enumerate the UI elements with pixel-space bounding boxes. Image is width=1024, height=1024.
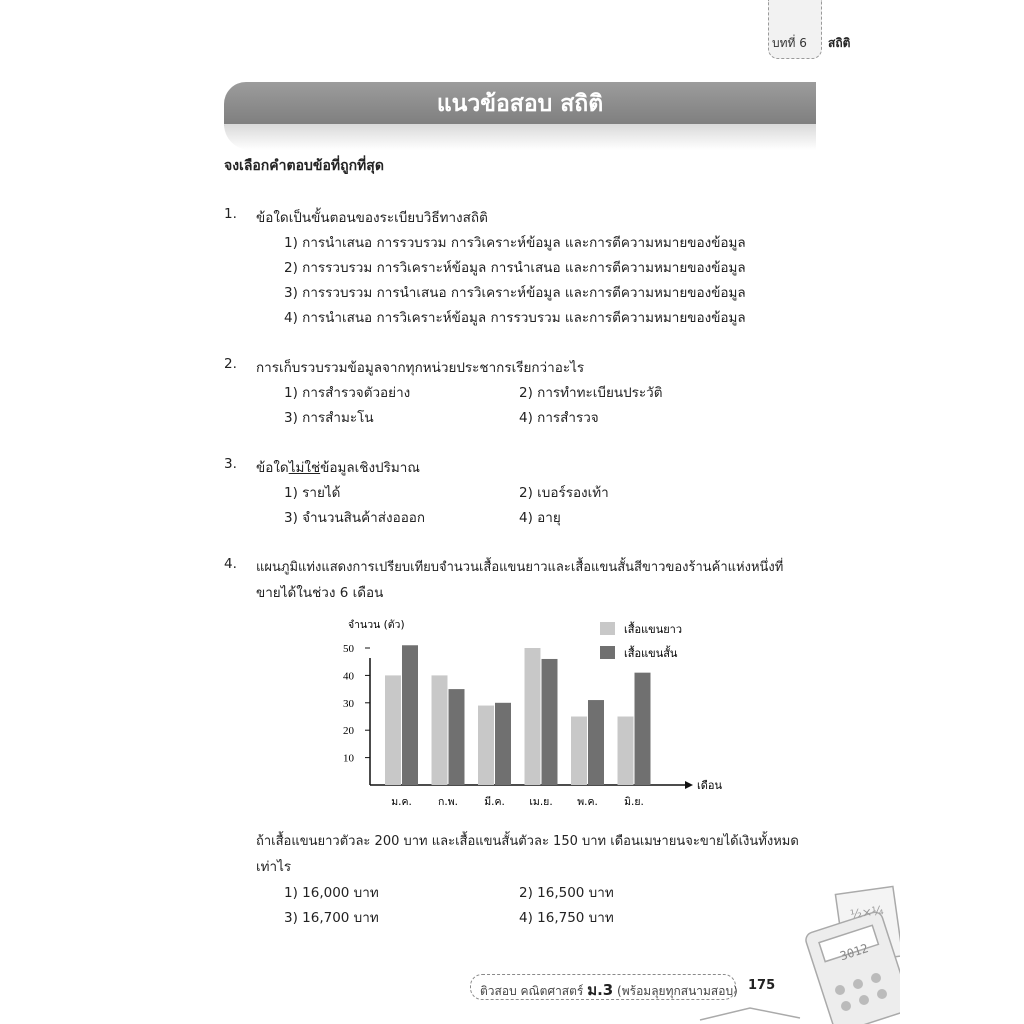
pencil-icon [700,1008,800,1020]
q2-choice-1: 1) การสำรวจตัวอย่าง [284,385,411,401]
x-axis-arrow [685,781,693,789]
calc-key-icon [871,973,881,983]
q3-choice-2: 2) เบอร์รองเท้า [519,485,609,501]
q1-text: ข้อใดเป็นขั้นตอนของระเบียบวิธีทางสถิติ [256,210,488,226]
bar-short-sleeve [402,645,418,785]
q4-question-line2: เท่าไร [256,859,292,875]
bar-short-sleeve [635,673,651,785]
bar-long-sleeve [571,717,587,786]
q4-number: 4. [224,556,237,572]
q4-choice-1: 1) 16,000 บาท [284,885,379,901]
footer-grade: ม.3 [587,981,614,999]
page-title: แนวข้อสอบ สถิติ [436,91,604,117]
footer-book-prefix: ติวสอบ คณิตศาสตร์ [480,984,588,998]
bar-long-sleeve [432,675,448,785]
bar-short-sleeve [542,659,558,785]
q4-question-line1: ถ้าเสื้อแขนยาวตัวละ 200 บาท และเสื้อแขนสั้นตัวละ 150 บาท เดือนเมษายนจะขายได้เงินทั้งหมด [256,834,799,849]
x-tick-label: มิ.ย. [624,796,644,808]
q3-choice-1: 1) รายได้ [284,485,341,501]
bar-long-sleeve [478,706,494,785]
y-tick-label: 10 [343,752,354,765]
chapter-name: สถิติ [828,36,851,50]
x-tick-label: ก.พ. [438,796,458,808]
calc-key-icon [853,979,863,989]
instruction: จงเลือกคำตอบข้อที่ถูกที่สุด [224,158,384,174]
bar-long-sleeve [525,648,541,785]
calc-key-icon [841,1001,851,1011]
q3-text-after: ข้อมูลเชิงปริมาณ [320,460,420,476]
page-number: 175 [748,978,776,993]
calculator-icon [804,910,900,1024]
bar-chart [330,610,730,815]
q2-choice-3: 3) การสำมะโน [284,410,374,426]
y-tick-label: 20 [343,725,354,738]
bar-long-sleeve [385,675,401,785]
bar-short-sleeve [449,689,465,785]
q2-choice-4: 4) การสำรวจ [519,410,599,426]
q4-choice-2: 2) 16,500 บาท [519,885,614,901]
q2-choice-2: 2) การทำทะเบียนประวัติ [519,385,663,401]
calc-key-icon [835,985,845,995]
q3-text-before: ข้อใด [256,460,289,476]
x-tick-label: ม.ค. [391,796,412,808]
calculator-illustration [690,880,900,1024]
legend-swatch [600,646,615,659]
y-tick-label: 30 [343,697,354,710]
bar-long-sleeve [618,717,634,786]
formula-text: ½×¼ [849,903,885,922]
calc-key-icon [877,989,887,999]
q4-choice-3: 3) 16,700 บาท [284,910,379,926]
legend-label: เสื้อแขนยาว [624,623,683,636]
q3-choice-3: 3) จำนวนสินค้าส่งอออก [284,510,426,526]
q1-choice-2: 2) การรวบรวม การวิเคราะห์ข้อมูล การนำเสนอ และการตีความหมายของข้อมูล [284,260,746,276]
title-banner-shadow [224,124,816,150]
x-tick-label: พ.ค. [577,796,598,808]
bar-short-sleeve [588,700,604,785]
q4-choice-4: 4) 16,750 บาท [519,910,614,926]
q3-number: 3. [224,456,237,472]
x-axis-label: เดือน [697,779,723,792]
q3-text [256,456,420,478]
q1-choice-1: 1) การนำเสนอ การรวบรวม การวิเคราะห์ข้อมูล และการตีความหมายของข้อมูล [284,235,746,251]
calculator-display-text: 3012 [838,941,871,964]
footer-book-suffix: (พร้อมลุยทุกสนามสอบ) [613,984,738,998]
q1-choice-4: 4) การนำเสนอ การวิเคราะห์ข้อมูล การรวบรวม และการตีความหมายของข้อมูล [284,310,746,326]
y-tick-label: 40 [343,670,354,683]
chapter-number: บทที่ 6 [772,36,807,50]
q1-number: 1. [224,206,237,222]
q3-text-underline: ไม่ใช่ [288,460,321,476]
x-tick-label: มี.ค. [484,796,505,808]
q2-number: 2. [224,356,237,372]
x-tick-label: เม.ย. [529,796,553,808]
y-axis-label: จำนวน (ตัว) [348,619,405,631]
q2-text: การเก็บรวบรวมข้อมูลจากทุกหน่วยประชากรเรียกว่าอะไร [256,360,585,376]
bar-short-sleeve [495,703,511,785]
legend-label: เสื้อแขนสั้น [624,647,678,660]
y-tick-label: 50 [343,643,354,655]
q1-choice-3: 3) การรวบรวม การนำเสนอ การวิเคราะห์ข้อมูล และการตีความหมายของข้อมูล [284,285,746,301]
q4-text-line2: ขายได้ในช่วง 6 เดือน [256,585,384,601]
q3-choice-4: 4) อายุ [519,510,561,526]
q4-text-line1: แผนภูมิแท่งแสดงการเปรียบเทียบจำนวนเสื้อแขนยาวและเสื้อแขนสั้นสีขาวของร้านค้าแห่งหนึ่งที่ [256,560,784,575]
legend-swatch [600,622,615,635]
calc-key-icon [859,995,869,1005]
